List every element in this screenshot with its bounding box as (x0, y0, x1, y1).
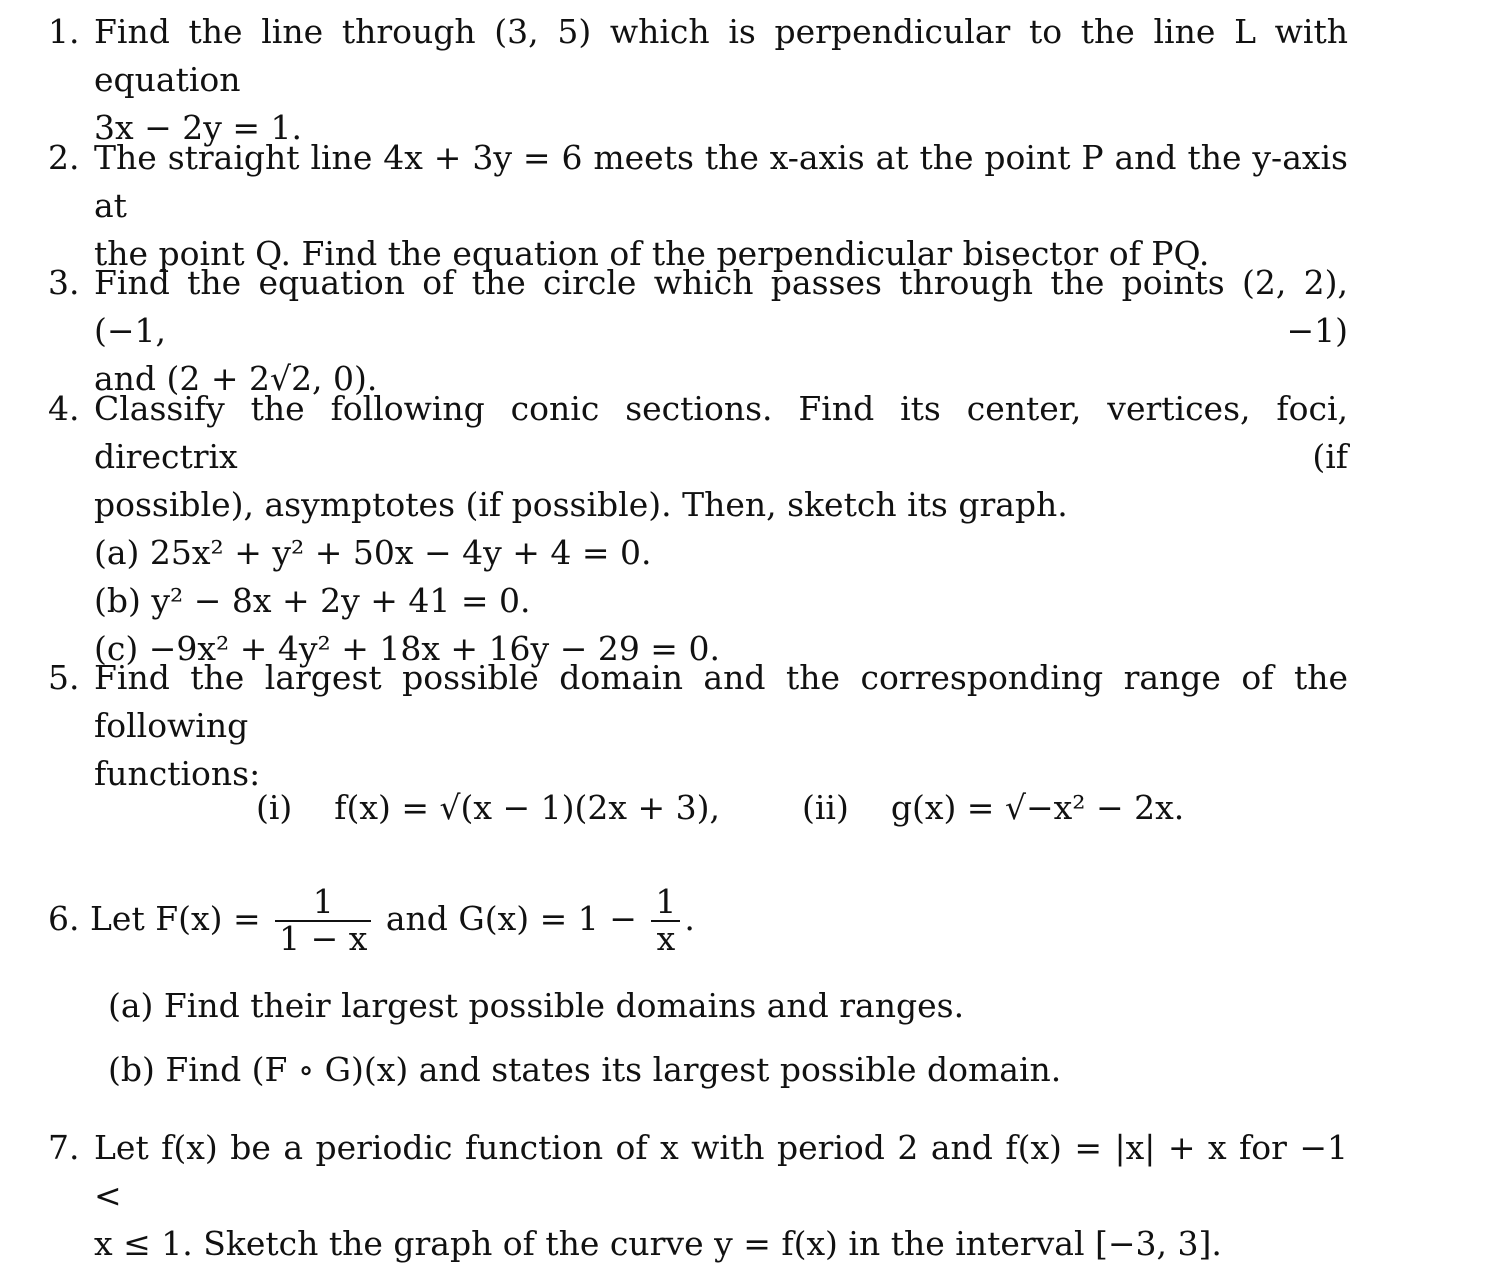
problem-text-line: the point Q. Find the equation of the perpendicular bisector of PQ. (94, 234, 1210, 273)
problem-number: 5. (48, 658, 80, 697)
problem-text-line: Find the line through (3, 5) which is perpendicular to the line L with equation (94, 12, 1348, 99)
problem-5 (48, 654, 1348, 798)
problem-text-line: functions: (94, 754, 261, 793)
problem-6-middle: and G(x) = 1 − (385, 899, 637, 938)
problem-6-part-a: (a) Find their largest possible domains and ranges. (108, 986, 965, 1025)
fraction-numerator: 1 (275, 885, 371, 922)
problem-2 (48, 134, 1348, 278)
problem-4 (48, 385, 1348, 673)
problem-text-line: Find the equation of the circle which passes through the points (2, 2), (−1, −1) (94, 263, 1348, 350)
problem-text-line: Let f(x) be a periodic function of x with period 2 and f(x) = |x| + x for −1 < (94, 1128, 1348, 1215)
problem-number: 7. (48, 1128, 80, 1167)
fraction-denominator: x (656, 919, 676, 958)
formula-label: (ii) (802, 788, 849, 827)
problem-text-line: 3x − 2y = 1. (94, 108, 302, 147)
formula-label: (i) (256, 788, 293, 827)
problem-text-line: x ≤ 1. Sketch the graph of the curve y = f(x) in the interval [−3, 3]. (94, 1224, 1222, 1263)
fraction-denominator: 1 − x (279, 919, 368, 958)
problem-7 (48, 1124, 1348, 1268)
problem-part-b: (b) y² − 8x + 2y + 41 = 0. (94, 581, 531, 620)
problem-6-end: . (684, 899, 695, 938)
problem-1 (48, 8, 1348, 152)
problem-text-line: possible), asymptotes (if possible). Then, sketch its graph. (94, 485, 1068, 524)
problem-number: 1. (48, 12, 80, 51)
problem-6-intro: Let F(x) = (90, 899, 261, 938)
formula-ii (802, 778, 1184, 838)
fraction-F (275, 882, 371, 958)
problem-number: 6. (48, 899, 80, 938)
problem-part-c: (c) −9x² + 4y² + 18x + 16y − 29 = 0. (94, 629, 720, 668)
problem-6-part-b: (b) Find (F ∘ G)(x) and states its largest possible domain. (108, 1050, 1062, 1089)
problem-number: 2. (48, 138, 80, 177)
fraction-G (651, 882, 680, 958)
problem-text-line: and (2 + 2√2, 0). (94, 359, 378, 398)
formula-i (256, 778, 720, 838)
formula-f: f(x) = √(x − 1)(2x + 3), (334, 788, 720, 827)
problem-number: 4. (48, 389, 80, 428)
problem-text-line: Classify the following conic sections. Find its center, vertices, foci, directrix (if (94, 389, 1348, 476)
problem-text-line: Find the largest possible domain and the corresponding range of the following (94, 658, 1348, 745)
problem-text-line: The straight line 4x + 3y = 6 meets the x-axis at the point P and the y-axis at (94, 138, 1348, 225)
problem-part-a: (a) 25x² + y² + 50x − 4y + 4 = 0. (94, 533, 652, 572)
problem-number: 3. (48, 263, 80, 302)
formula-g: g(x) = √−x² − 2x. (890, 788, 1185, 827)
problem-6 (48, 878, 695, 960)
problem-3 (48, 259, 1348, 403)
fraction-numerator: 1 (651, 885, 680, 922)
